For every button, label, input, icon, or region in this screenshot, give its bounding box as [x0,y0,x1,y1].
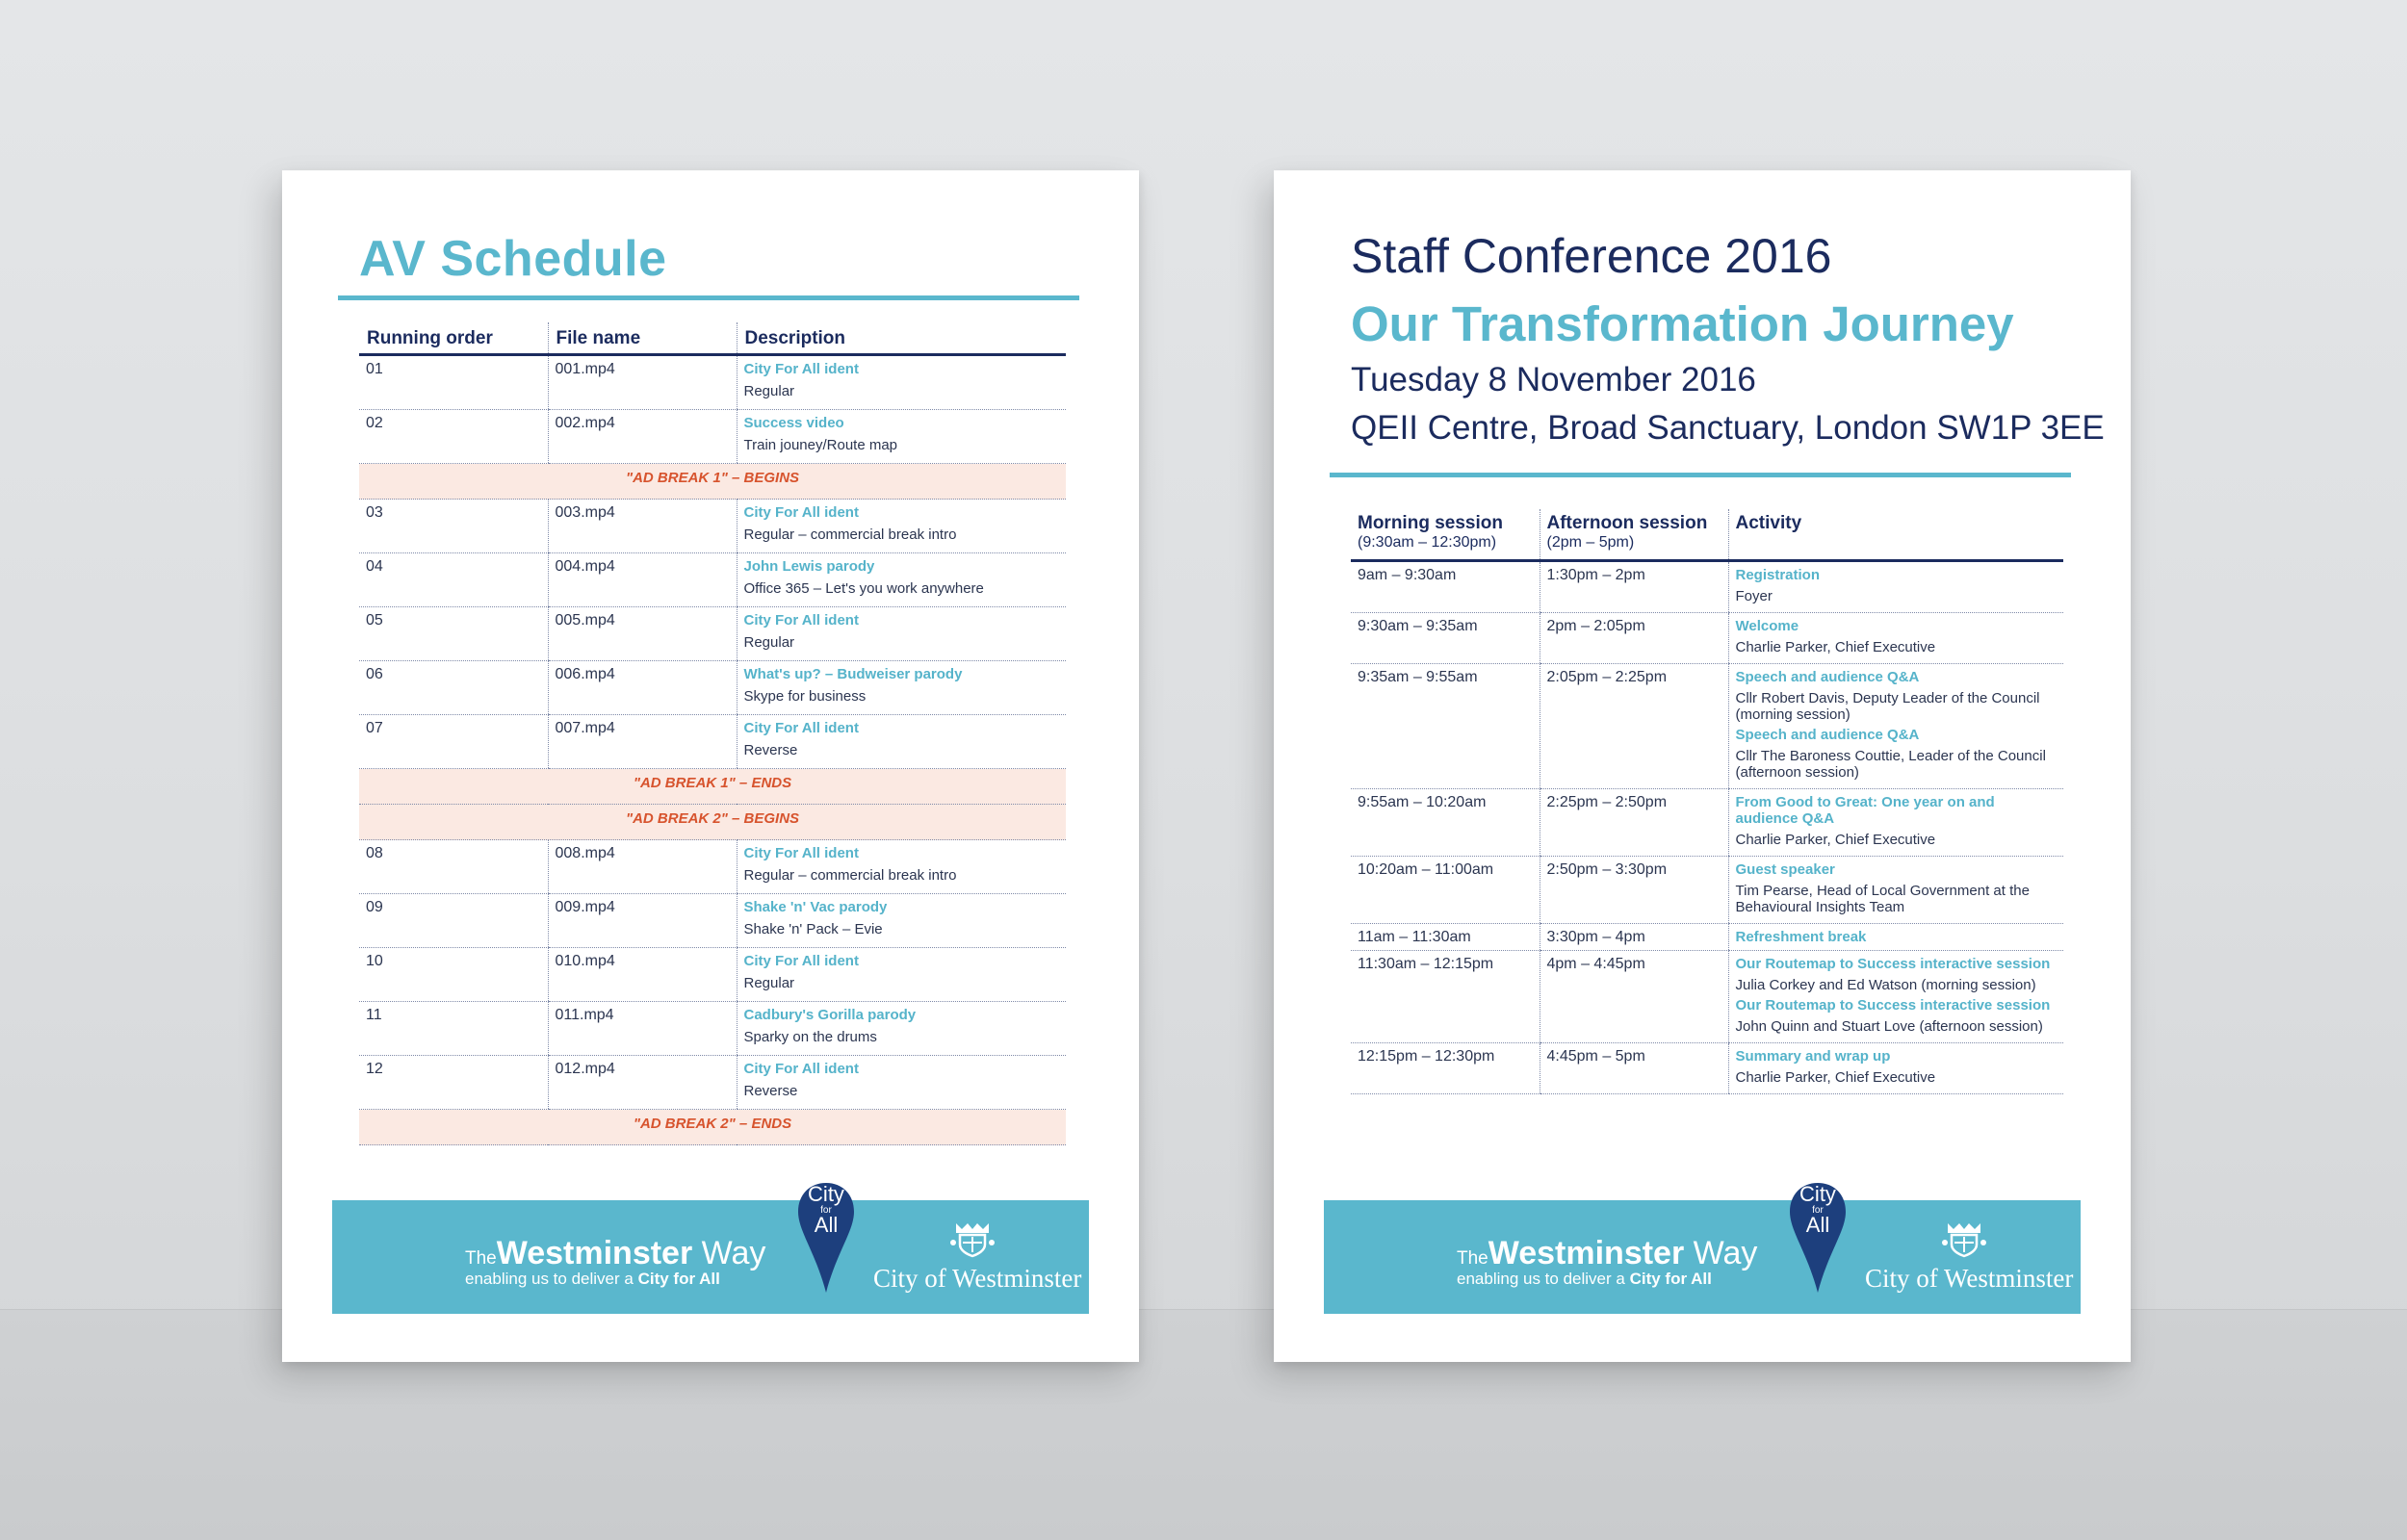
activity-item [1736,727,2058,781]
file-name-cell: 008.mp4 [548,840,737,894]
file-name-cell: 001.mp4 [548,355,737,410]
activity-item [1736,567,2058,604]
description-cell [737,500,1066,553]
westminster-way-logo: TheWestminster Way enabling us to deliver a City for All [465,1235,766,1288]
file-name-cell: 012.mp4 [548,1056,737,1110]
activity-title: Refreshment break [1735,929,1867,945]
activity-item [1736,997,2058,1035]
description-cell [737,553,1066,607]
ad-break-row [359,464,1066,500]
morning-time-cell: 11am – 11:30am [1351,924,1540,951]
description-detail: Skype for business [743,688,867,705]
description-title: City For All ident [743,720,859,736]
activity-title: Summary and wrap up [1735,1048,1891,1065]
description-title: City For All ident [743,1061,859,1077]
map-pin-icon: City for All [1788,1181,1848,1295]
activity-cell [1728,561,2063,613]
table-row [359,661,1066,715]
description-title: City For All ident [743,953,859,969]
afternoon-time-cell: 2pm – 2:05pm [1540,613,1728,664]
westminster-crest-icon [948,1219,996,1258]
table-row [359,948,1066,1002]
activity-title: Speech and audience Q&A [1735,727,1920,743]
running-order-cell: 05 [359,607,548,661]
footer-band [1324,1182,2081,1314]
file-name-cell: 009.mp4 [548,894,737,948]
footer-tagline: enabling us to deliver a City for All [465,1270,720,1288]
activity-detail: Charlie Parker, Chief Executive [1735,832,1936,848]
footer-band [332,1182,1089,1314]
file-name-cell: 005.mp4 [548,607,737,661]
afternoon-time-cell: 2:50pm – 3:30pm [1540,857,1728,924]
conference-venue: QEII Centre, Broad Sanctuary, London SW1P 3EE [1351,409,2105,447]
file-name-cell: 003.mp4 [548,500,737,553]
column-header-activity: Activity [1728,509,2063,561]
westminster-crest-icon [1940,1219,1988,1258]
file-name-cell: 006.mp4 [548,661,737,715]
conference-date: Tuesday 8 November 2016 [1351,361,1756,398]
description-title: City For All ident [743,504,859,521]
activity-cell [1728,857,2063,924]
activity-title: Our Routemap to Success interactive session [1735,956,2051,972]
activity-title: Registration [1735,567,1821,583]
column-header-file-name: File name [548,322,737,355]
description-title: Cadbury's Gorilla parody [743,1007,917,1023]
westminster-way-logo: TheWestminster Way enabling us to deliver a City for All [1457,1235,1758,1288]
description-cell [737,355,1066,410]
table-row [1351,1043,2063,1094]
conference-title: Staff Conference 2016 [1351,229,1832,283]
description-detail: Regular [743,383,795,399]
activity-item [1736,618,2058,655]
ad-break-row [359,769,1066,805]
activity-title: From Good to Great: One year on and audience Q&A [1735,794,1995,827]
table-row [359,410,1066,464]
column-header-morning-session: Morning session (9:30am – 12:30pm) [1351,509,1540,561]
table-row [1351,664,2063,789]
column-header-description: Description [737,322,1066,355]
ad-break-label: "AD BREAK 2" – ENDS [359,1110,1066,1145]
activity-item [1736,1048,2058,1086]
running-order-cell: 06 [359,661,548,715]
ad-break-label: "AD BREAK 1" – ENDS [359,769,1066,805]
table-row [1351,789,2063,857]
map-pin-icon: City for All [796,1181,856,1295]
description-title: City For All ident [743,612,859,629]
table-row [1351,857,2063,924]
activity-cell [1728,613,2063,664]
description-detail: Shake 'n' Pack – Evie [743,921,883,937]
activity-item [1736,956,2058,993]
running-order-cell: 04 [359,553,548,607]
file-name-cell: 011.mp4 [548,1002,737,1056]
table-row [359,500,1066,553]
morning-time-cell: 9am – 9:30am [1351,561,1540,613]
description-detail: Train jouney/Route map [743,437,898,453]
description-detail: Regular [743,634,795,651]
ad-break-row [359,805,1066,840]
activity-detail: Julia Corkey and Ed Watson (morning session) [1735,977,2036,993]
column-header-afternoon-session: Afternoon session (2pm – 5pm) [1540,509,1728,561]
activity-title: Guest speaker [1735,861,1835,878]
file-name-cell: 002.mp4 [548,410,737,464]
description-detail: Office 365 – Let's you work anywhere [743,580,984,597]
afternoon-time-cell: 4:45pm – 5pm [1540,1043,1728,1094]
table-row [359,1002,1066,1056]
running-order-cell: 02 [359,410,548,464]
table-row [1351,951,2063,1043]
activity-detail: Cllr Robert Davis, Deputy Leader of the Council (morning session) [1735,690,2040,723]
ad-break-label: "AD BREAK 2" – BEGINS [359,805,1066,840]
morning-time-cell: 9:30am – 9:35am [1351,613,1540,664]
conference-programme-sheet [1274,170,2131,1362]
description-cell [737,948,1066,1002]
file-name-cell: 007.mp4 [548,715,737,769]
afternoon-time-cell: 2:25pm – 2:50pm [1540,789,1728,857]
av-schedule-title: AV Schedule [359,231,667,287]
description-cell [737,894,1066,948]
conference-programme-table [1351,509,2063,1094]
afternoon-time-cell: 2:05pm – 2:25pm [1540,664,1728,789]
description-detail: Reverse [743,1083,798,1099]
afternoon-time-cell: 1:30pm – 2pm [1540,561,1728,613]
description-title: City For All ident [743,361,859,377]
table-row [359,894,1066,948]
table-row [1351,613,2063,664]
ad-break-row [359,1110,1066,1145]
morning-time-cell: 12:15pm – 12:30pm [1351,1043,1540,1094]
running-order-cell: 12 [359,1056,548,1110]
description-title: Shake 'n' Vac parody [743,899,888,915]
morning-time-cell: 11:30am – 12:15pm [1351,951,1540,1043]
running-order-cell: 03 [359,500,548,553]
activity-detail: Charlie Parker, Chief Executive [1735,1069,1936,1086]
table-row [359,355,1066,410]
running-order-cell: 07 [359,715,548,769]
activity-title: Welcome [1735,618,1799,634]
running-order-cell: 08 [359,840,548,894]
running-order-cell: 11 [359,1002,548,1056]
running-order-cell: 10 [359,948,548,1002]
av-schedule-sheet [282,170,1139,1362]
council-name: City of Westminster [1865,1264,2074,1293]
ad-break-label: "AD BREAK 1" – BEGINS [359,464,1066,500]
title-divider [1330,473,2071,477]
running-order-cell: 01 [359,355,548,410]
conference-subtitle: Our Transformation Journey [1351,296,2014,351]
description-detail: Regular – commercial break intro [743,867,957,884]
table-row [359,840,1066,894]
av-schedule-table [359,322,1066,1145]
activity-item [1736,861,2058,915]
description-cell [737,715,1066,769]
afternoon-time-cell: 3:30pm – 4pm [1540,924,1728,951]
activity-cell [1728,789,2063,857]
description-detail: Regular [743,975,795,991]
activity-detail: Tim Pearse, Head of Local Government at the Behavioural Insights Team [1735,883,2030,915]
file-name-cell: 010.mp4 [548,948,737,1002]
table-row [359,553,1066,607]
description-cell [737,1002,1066,1056]
description-title: City For All ident [743,845,859,861]
morning-time-cell: 9:55am – 10:20am [1351,789,1540,857]
title-divider [338,295,1079,300]
description-title: John Lewis parody [743,558,875,575]
activity-detail: Charlie Parker, Chief Executive [1735,639,1936,655]
morning-time-cell: 9:35am – 9:55am [1351,664,1540,789]
council-name: City of Westminster [873,1264,1082,1293]
activity-item [1736,794,2058,848]
description-detail: Reverse [743,742,798,758]
description-cell [737,607,1066,661]
description-title: Success video [743,415,844,431]
description-cell [737,410,1066,464]
description-title: What's up? – Budweiser parody [743,666,963,682]
table-row [1351,924,2063,951]
activity-item [1736,929,2058,945]
table-row [1351,561,2063,613]
activity-cell [1728,924,2063,951]
activity-cell [1728,1043,2063,1094]
activity-title: Our Routemap to Success interactive session [1735,997,2051,1014]
table-row [359,715,1066,769]
table-row [359,607,1066,661]
activity-cell [1728,664,2063,789]
description-cell [737,661,1066,715]
footer-tagline: enabling us to deliver a City for All [1457,1270,1712,1288]
file-name-cell: 004.mp4 [548,553,737,607]
description-detail: Regular – commercial break intro [743,526,957,543]
activity-cell [1728,951,2063,1043]
description-cell [737,1056,1066,1110]
table-row [359,1056,1066,1110]
afternoon-time-cell: 4pm – 4:45pm [1540,951,1728,1043]
column-header-running-order: Running order [359,322,548,355]
activity-title: Speech and audience Q&A [1735,669,1920,685]
morning-time-cell: 10:20am – 11:00am [1351,857,1540,924]
activity-detail: Foyer [1735,588,1773,604]
activity-detail: Cllr The Baroness Couttie, Leader of the Council (afternoon session) [1735,748,2046,781]
running-order-cell: 09 [359,894,548,948]
activity-item [1736,669,2058,723]
activity-detail: John Quinn and Stuart Love (afternoon session) [1735,1018,2043,1035]
description-cell [737,840,1066,894]
description-detail: Sparky on the drums [743,1029,877,1045]
